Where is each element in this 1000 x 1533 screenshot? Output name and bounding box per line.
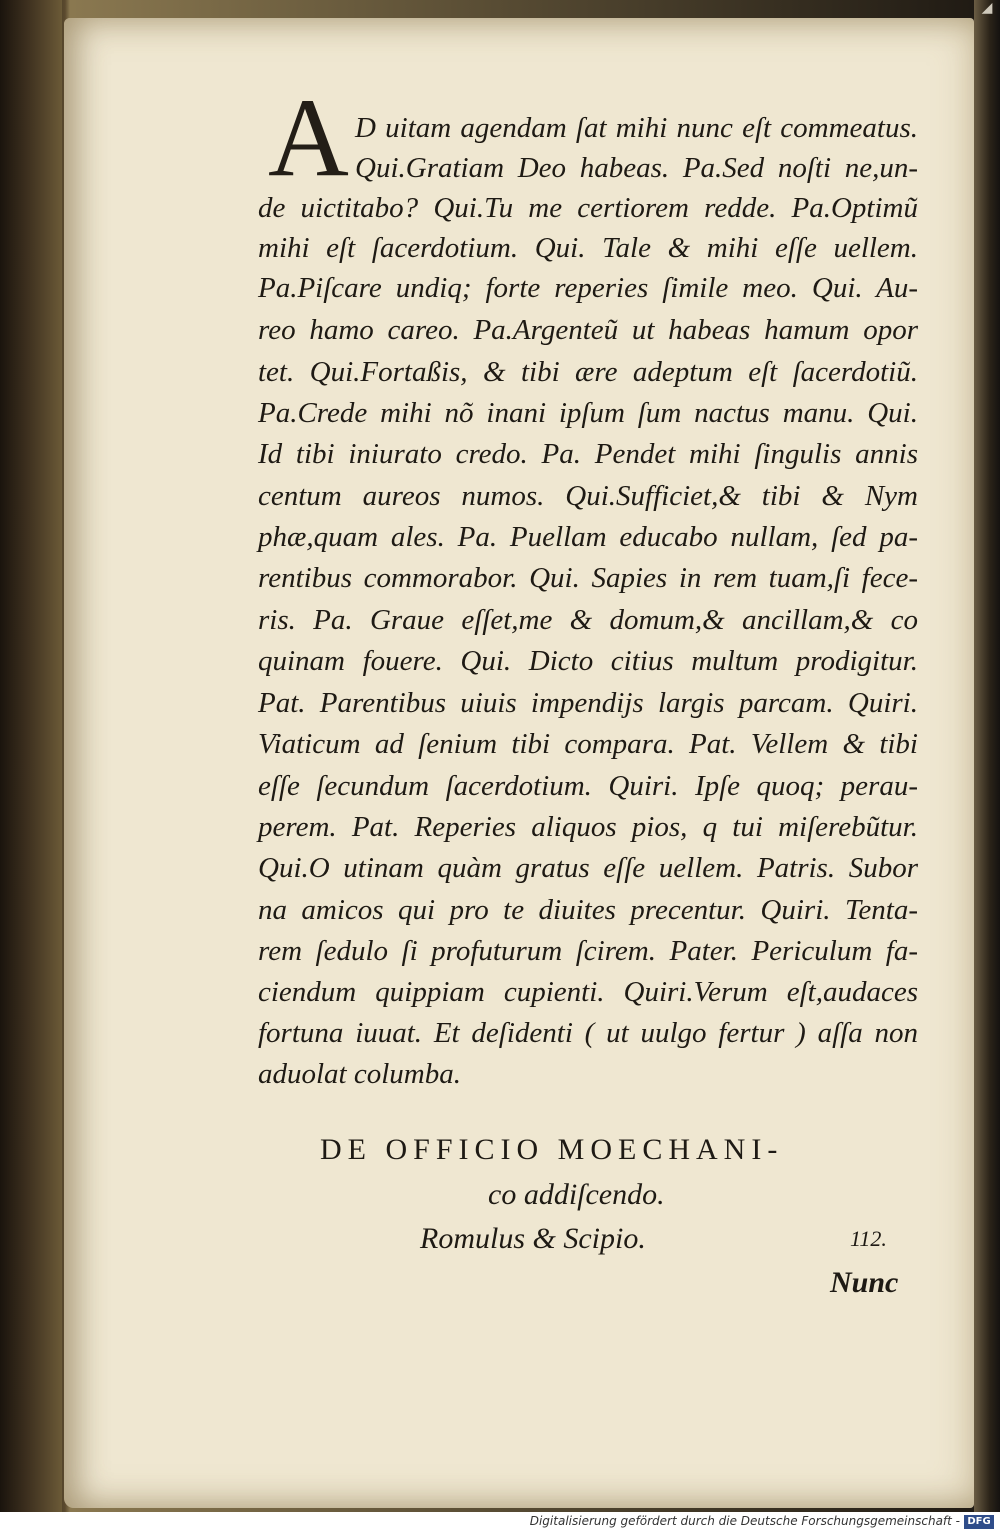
corner-arrow-icon: ◢ xyxy=(981,0,993,16)
text-line: Pa.Crede mihi nõ inani ipſum ſum nactus manu. Qui. xyxy=(258,397,918,429)
text-line: Qui.O utinam quàm gratus eſſe uellem. Patris. Subor xyxy=(258,852,918,884)
text-line: tet. Qui.Fortaßis, & tibi ære adeptum eſt ſacerdotiũ. xyxy=(258,356,918,388)
text-line: aduolat columba. xyxy=(258,1058,461,1090)
text-line: Id tibi iniurato credo. Pa. Pendet mihi ſingulis annis xyxy=(258,438,918,470)
text-line: eſſe ſecundum ſacerdotium. Quiri. Ipſe quoq; perau- xyxy=(258,770,918,802)
text-line: na amicos qui pro te diuites precentur. Quiri. Tenta- xyxy=(258,894,918,926)
dfg-logo[interactable]: DFG xyxy=(964,1515,994,1529)
text-line: Viaticum ad ſenium tibi compara. Pat. Vellem & tibi xyxy=(258,728,918,760)
drop-cap-initial: A xyxy=(268,76,349,200)
text-line: phæ,quam ales. Pa. Puellam educabo nullam, ſed pa- xyxy=(258,521,918,553)
text-line: de uictitabo? Qui.Tu me certiorem redde. Pa.Optimũ xyxy=(258,192,918,224)
text-line: mihi eſt ſacerdotium. Qui. Tale & mihi eſſe uellem. xyxy=(258,232,918,264)
digitization-footer xyxy=(0,1512,1000,1533)
text-line: D uitam agendam ſat mihi nunc eſt commeatus. xyxy=(355,112,918,144)
catchword: Nunc xyxy=(830,1266,899,1299)
section-heading: DE OFFICIO MOECHANI- xyxy=(320,1133,784,1166)
dialogue-speakers: Romulus & Scipio. xyxy=(420,1222,646,1255)
text-line: Qui.Gratiam Deo habeas. Pa.Sed noſti ne,un- xyxy=(355,152,918,184)
text-line: centum aureos numos. Qui.Sufficiet,& tibi & Nym xyxy=(258,480,918,512)
text-line: ciendum quippiam cupienti. Quiri.Verum eſt,audaces xyxy=(258,976,918,1008)
text-line: ris. Pa. Graue eſſet,me & domum,& ancillam,& co xyxy=(258,604,918,636)
text-line: Pat. Parentibus uiuis impendijs largis parcam. Quiri. xyxy=(258,687,918,719)
text-line: Pa.Piſcare undiq; forte reperies ſimile meo. Qui. Au- xyxy=(258,272,918,304)
text-line: rem ſedulo ſi profuturum ſcirem. Pater. Periculum fa- xyxy=(258,935,918,967)
funding-credit: Digitalisierung gefördert durch die Deutsche Forschungsgemeinschaft - xyxy=(529,1514,960,1528)
text-line: rentibus commorabor. Qui. Sapies in rem tuam,ſi fece- xyxy=(258,562,918,594)
page-edge-shadow xyxy=(974,0,1000,1512)
text-line: quinam fouere. Qui. Dicto citius multum prodigitur. xyxy=(258,645,918,677)
section-subheading: co addiſcendo. xyxy=(488,1178,665,1211)
text-line: perem. Pat. Reperies aliquos pios, q tui miſerebũtur. xyxy=(258,811,918,843)
text-line: fortuna iuuat. Et deſidenti ( ut uulgo fertur ) aſſa non xyxy=(258,1017,918,1049)
book-binding-edge xyxy=(0,0,62,1512)
signature-mark: 112. xyxy=(850,1226,887,1251)
text-line: reo hamo careo. Pa.Argenteũ ut habeas hamum opor xyxy=(258,314,918,346)
